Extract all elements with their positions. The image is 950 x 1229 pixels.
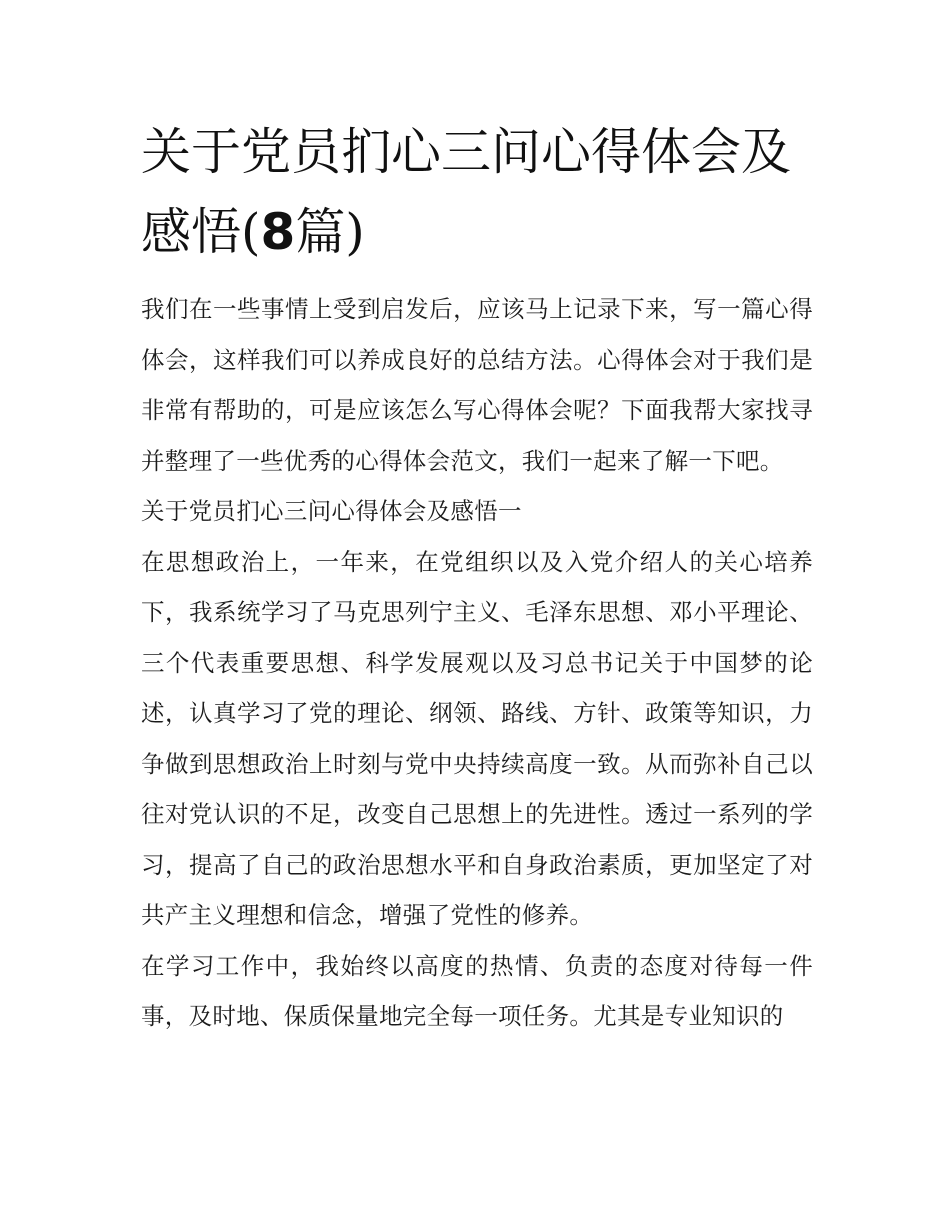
document-body — [141, 284, 813, 1042]
title-text-part1: 关于党员扪心三问心得体会及感悟( — [141, 123, 791, 261]
section-heading: 关于党员扪心三问心得体会及感悟一 — [141, 497, 522, 525]
body-paragraph-2: 在学习工作中，我始终以高度的热情、负责的态度对待每一件事，及时地、保质保量地完全每一项任务。尤其是专业知识的 — [141, 951, 813, 1030]
document-content — [141, 112, 813, 1042]
title-text-part2: 篇) — [295, 203, 365, 261]
title-number: 8 — [260, 203, 296, 261]
document-title — [141, 112, 813, 272]
intro-paragraph: 我们在一些事情上受到启发后，应该马上记录下来，写一篇心得体会，这样我们可以养成良好的总结方法。心得体会对于我们是非常有帮助的，可是应该怎么写心得体会呢？下面我帮大家找寻并整理了一些优秀的心得体会范文，我们一起来了解一下吧。 — [141, 295, 813, 475]
body-paragraph-1: 在思想政治上，一年来，在党组织以及入党介绍人的关心培养下，我系统学习了马克思列宁主义、毛泽东思想、邓小平理论、三个代表重要思想、科学发展观以及习总书记关于中国梦的论述，认真学习了党的理论、纲领、路线、方针、政策等知识，力争做到思想政治上时刻与党中央持续高度一致。从而弥补自己以往对党认识的不足，改变自己思想上的先进性。透过一系列的学习，提高了自己的政治思想水平和自身政治素质，更加坚定了对共产主义理想和信念，增强了党性的修养。 — [141, 547, 813, 929]
